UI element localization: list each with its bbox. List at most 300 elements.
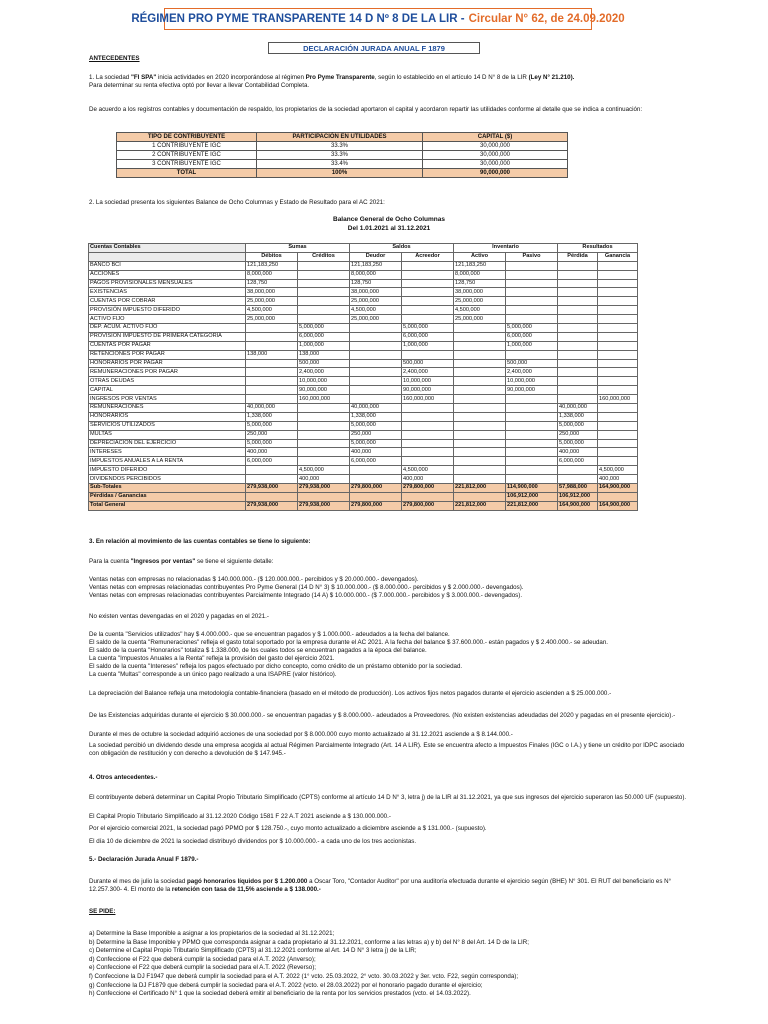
amount-cell [350, 395, 402, 404]
amount-cell: 25,000,000 [246, 297, 298, 306]
account-name-cell: INGRESOS POR VENTAS [89, 395, 246, 404]
amount-cell [402, 315, 454, 324]
amount-cell [506, 270, 558, 279]
amount-cell [598, 430, 638, 439]
balance-group-header: Inventario [454, 244, 558, 253]
list-item: h) Confeccione el Certificado N° 1 que la sociedad deberá emitir al beneficiario de la renta por los servicios prestados (vcto. el 14.03.2022). [89, 990, 471, 998]
amount-cell [506, 421, 558, 430]
amount-cell: 10,000,000 [298, 377, 350, 386]
amount-cell: 160,000,000 [598, 395, 638, 404]
amount-cell: 500,000 [402, 359, 454, 368]
amount-cell: 500,000 [298, 359, 350, 368]
amount-cell: 57,988,000 [558, 484, 598, 493]
amount-cell [558, 297, 598, 306]
account-name-cell: CAPITAL [89, 386, 246, 395]
table-cell: 3 CONTRIBUYENTE IGC [117, 160, 257, 169]
total-row [89, 501, 638, 510]
amount-cell [454, 377, 506, 386]
amount-cell [506, 475, 558, 484]
amount-cell: 38,000,000 [350, 288, 402, 297]
amount-cell: 250,000 [246, 430, 298, 439]
amount-cell [298, 412, 350, 421]
amount-cell [454, 324, 506, 333]
amount-cell [558, 324, 598, 333]
amount-cell [350, 359, 402, 368]
amount-cell [454, 359, 506, 368]
balance-title: Balance General de Ocho Columnas [333, 216, 445, 223]
amount-cell: 4,500,000 [298, 466, 350, 475]
amount-cell: 279,800,000 [350, 484, 402, 493]
account-name-cell: IMPUESTOS ANUALES A LA RENTA [89, 457, 246, 466]
amount-cell: 128,750 [246, 279, 298, 288]
amount-cell: 40,000,000 [350, 404, 402, 413]
account-name-cell: REMUNERACIONES POR PAGAR [89, 368, 246, 377]
amount-cell [506, 466, 558, 475]
section5-text: Durante el mes de julio la sociedad pagó honorarios líquidos por $ 1.200.000 a Oscar Toro, "Contador Auditor" por una auditoría efectuada durante el ejercicio según (BHE) N° 301. El RUT del beneficiario es N° 12.257.300- 4. El monto de la retención con tasa de 11,5% asciende a $ 138.000.- [89, 878, 672, 893]
amount-cell [246, 386, 298, 395]
amount-cell: 106,912,000 [558, 492, 598, 501]
table-row [89, 297, 638, 306]
amount-cell [298, 457, 350, 466]
antecedentes-heading: ANTECEDENTES [89, 55, 140, 62]
amount-cell [454, 439, 506, 448]
amount-cell [598, 332, 638, 341]
amount-cell: 279,800,000 [350, 501, 402, 510]
amount-cell [558, 395, 598, 404]
balance-body [89, 261, 638, 510]
amount-cell [506, 350, 558, 359]
amount-cell: 400,000 [350, 448, 402, 457]
amount-cell [402, 404, 454, 413]
account-name-cell: PAGOS PROVISIONALES MENSUALES [89, 279, 246, 288]
table-row [89, 430, 638, 439]
amount-cell [454, 332, 506, 341]
amount-cell: 400,000 [402, 475, 454, 484]
table-row [89, 412, 638, 421]
amount-cell [350, 386, 402, 395]
amount-cell [246, 341, 298, 350]
balance-group-header-row [89, 244, 638, 253]
balance-sub-header: Créditos [298, 252, 350, 261]
amount-cell: 400,000 [298, 475, 350, 484]
owners-col-header: PARTICIPACIÓN EN UTILIDADES [257, 133, 423, 142]
amount-cell: 4,500,000 [454, 306, 506, 315]
amount-cell [506, 297, 558, 306]
amount-cell: 38,000,000 [246, 288, 298, 297]
amount-cell [506, 279, 558, 288]
amount-cell: 128,750 [350, 279, 402, 288]
list-item: b) Determine la Base Imponible y PPMO que corresponda asignar a cada propietario al 31.12.2021, conforme a las letras a) y b) del N° 8 del Art. 14 D de la LIR; [89, 938, 529, 946]
dividendo-note: La sociedad percibió un dividendo desde una empresa acogida al actual Régimen Parcialmente Integrado (Art. 14 A LIR). Este se encuentra afecto a Impuestos Finales (IGC o I.A.) y tiene un crédito por IDPC asociado con obligación de restitución y con derecho a devolución de $ 147.945.- [89, 742, 685, 757]
amount-cell [402, 448, 454, 457]
balance-sub-header: Débitos [246, 252, 298, 261]
balance-sub-header: Pasivo [506, 252, 558, 261]
amount-cell [558, 270, 598, 279]
amount-cell: 6,000,000 [402, 332, 454, 341]
owners-col-header: TIPO DE CONTRIBUYENTE [117, 133, 257, 142]
table-cell: TOTAL [117, 169, 257, 178]
amount-cell: 164,900,000 [558, 501, 598, 510]
amount-cell [454, 404, 506, 413]
amount-cell: 5,000,000 [558, 421, 598, 430]
amount-cell [598, 492, 638, 501]
amount-cell: 8,000,000 [246, 270, 298, 279]
amount-cell [298, 439, 350, 448]
table-row [89, 306, 638, 315]
amount-cell [454, 395, 506, 404]
amount-cell [558, 386, 598, 395]
amount-cell [598, 315, 638, 324]
balance-table [88, 243, 638, 511]
account-name-cell: BANCO BCI [89, 261, 246, 270]
table-row [89, 475, 638, 484]
amount-cell [506, 448, 558, 457]
se-pide-list [89, 930, 689, 999]
amount-cell [558, 261, 598, 270]
amount-cell [350, 377, 402, 386]
table-cell: 30,000,000 [423, 151, 568, 160]
amount-cell: 40,000,000 [558, 404, 598, 413]
amount-cell: 1,000,000 [506, 341, 558, 350]
table-row [89, 279, 638, 288]
amount-cell: 1,338,000 [246, 412, 298, 421]
amount-cell: 164,900,000 [598, 501, 638, 510]
balance-sub-header: Deudor [350, 252, 402, 261]
amount-cell [298, 288, 350, 297]
amount-cell [558, 315, 598, 324]
account-name-cell: DEP. ACUM. ACTIVO FIJO [89, 324, 246, 333]
amount-cell [298, 297, 350, 306]
amount-cell [454, 457, 506, 466]
amount-cell [558, 306, 598, 315]
account-name-cell: DIVIDENDOS PERCIBIDOS [89, 475, 246, 484]
otros-2: El Capital Propio Tributario Simplificado al 31.12.2020 Código 1581 F 22 A.T 2021 asciende a $ 130.000.000.- [89, 813, 391, 820]
amount-cell [558, 368, 598, 377]
amount-cell: 90,000,000 [298, 386, 350, 395]
amount-cell [598, 368, 638, 377]
table-row [117, 151, 568, 160]
amount-cell: 4,500,000 [598, 466, 638, 475]
amount-cell [558, 475, 598, 484]
amount-cell [506, 288, 558, 297]
perdidas-row [89, 492, 638, 501]
amount-cell: 400,000 [558, 448, 598, 457]
amount-cell [506, 306, 558, 315]
table-row [89, 466, 638, 475]
table-row [89, 288, 638, 297]
table-cell: 90,000,000 [423, 169, 568, 178]
balance-period: Del 1.01.2021 al 31.12.2021 [347, 225, 431, 232]
table-row [89, 448, 638, 457]
table-row [89, 395, 638, 404]
balance-sub-header: Pérdida [558, 252, 598, 261]
amount-cell [506, 395, 558, 404]
amount-cell [454, 430, 506, 439]
amount-cell [298, 279, 350, 288]
amount-cell [402, 306, 454, 315]
amount-cell: 4,500,000 [402, 466, 454, 475]
balance-group-header: Sumas [246, 244, 350, 253]
amount-cell: 25,000,000 [350, 297, 402, 306]
table-cell: 33.4% [257, 160, 423, 169]
amount-cell [558, 377, 598, 386]
amount-cell [454, 350, 506, 359]
amount-cell: 40,000,000 [246, 404, 298, 413]
amount-cell: 90,000,000 [402, 386, 454, 395]
amount-cell [454, 421, 506, 430]
amount-cell: 5,000,000 [350, 421, 402, 430]
amount-cell: 6,000,000 [558, 457, 598, 466]
amount-cell [454, 475, 506, 484]
amount-cell [454, 368, 506, 377]
table-cell: 33.3% [257, 151, 423, 160]
otros-3: Por el ejercicio comercial 2021, la sociedad pagó PPMO por $ 128.750.-, cuyo monto actualizado a diciembre asciende a $ 131.000.- (supuesto). [89, 825, 487, 832]
depreciacion-note: La depreciación del Balance refleja una metodología contable-financiera (basado en el método de producción). Los activos fijos netos pagados durante el ejercicio ascienden a $ 25.000.000.- [89, 690, 612, 697]
amount-cell: 2,400,000 [506, 368, 558, 377]
amount-cell [298, 421, 350, 430]
amount-cell [598, 324, 638, 333]
amount-cell [350, 475, 402, 484]
account-name-cell: Sub-Totales [89, 484, 246, 493]
amount-cell: 5,000,000 [402, 324, 454, 333]
amount-cell [558, 288, 598, 297]
amount-cell [402, 439, 454, 448]
amount-cell [506, 430, 558, 439]
amount-cell [402, 270, 454, 279]
amount-cell: 10,000,000 [506, 377, 558, 386]
amount-cell: 5,000,000 [246, 421, 298, 430]
amount-cell: 250,000 [558, 430, 598, 439]
amount-cell [298, 404, 350, 413]
amount-cell: 121,183,250 [454, 261, 506, 270]
amount-cell: 400,000 [598, 475, 638, 484]
balance-sub-header: Activo [454, 252, 506, 261]
amount-cell: 38,000,000 [454, 288, 506, 297]
amount-cell [558, 466, 598, 475]
cuentas-notes: De la cuenta "Servicios utilizados" hay $ 4.000.000.- que se encuentran pagados y $ 1.000.000.- adeudados a la fecha del balance. El saldo de la cuenta "Remuneraciones" refleja el gasto total soportado por la empresa durante el AC 2021. A la fecha del balance $ 37.600.000.- están pagados y $ 2.400.000.- se adeudan. El saldo de la cuenta "Honorarios" totaliza $ 1.338.000, de los cuales todos se encuentran pagados a la época del balance. La cuenta "Impuestos Anuales a la Renta" refleja la provisión del gasto del ejercicio 2021. El saldo de la cuenta "Intereses" refleja los pagos efectuado por dicho concepto, como crédito de un préstamo obtenido por la sociedad. La cuenta "Multas" corresponde a un único pago realizado a una ISAPRE (valor histórico). [89, 631, 608, 678]
amount-cell [350, 332, 402, 341]
account-name-cell: RETENCIONES POR PAGAR [89, 350, 246, 359]
account-name-cell: SERVICIOS UTILIZADOS [89, 421, 246, 430]
account-name-cell: DEPRECIACIÓN DEL EJERCICIO [89, 439, 246, 448]
table-row [117, 160, 568, 169]
account-name-cell: ACCIONES [89, 270, 246, 279]
table-row [89, 270, 638, 279]
amount-cell [298, 261, 350, 270]
amount-cell [598, 306, 638, 315]
amount-cell [598, 448, 638, 457]
list-item: g) Confeccione la DJ F1879 que deberá cumplir la sociedad para el A.T. 2022 (vcto. el 28.03.2022) por el honorario pagado durante el ejercicio; [89, 981, 483, 989]
amount-cell [402, 421, 454, 430]
section4-heading: 4. Otros antecedentes.- [89, 774, 158, 781]
amount-cell [506, 261, 558, 270]
amount-cell [558, 350, 598, 359]
amount-cell [246, 324, 298, 333]
account-name-cell: OTRAS DEUDAS [89, 377, 246, 386]
amount-cell [402, 430, 454, 439]
amount-cell [402, 288, 454, 297]
amount-cell [350, 350, 402, 359]
amount-cell [558, 279, 598, 288]
amount-cell [598, 404, 638, 413]
amount-cell [506, 412, 558, 421]
amount-cell: 221,812,000 [454, 501, 506, 510]
amount-cell: 25,000,000 [246, 315, 298, 324]
amount-cell: 8,000,000 [454, 270, 506, 279]
table-row [89, 315, 638, 324]
amount-cell: 5,000,000 [246, 439, 298, 448]
amount-cell: 121,183,250 [246, 261, 298, 270]
amount-cell [454, 386, 506, 395]
subtotal-row [89, 484, 638, 493]
amount-cell: 25,000,000 [454, 315, 506, 324]
account-name-cell: HONORARIOS POR PAGAR [89, 359, 246, 368]
amount-cell: 25,000,000 [454, 297, 506, 306]
owners-table-header [117, 133, 568, 142]
amount-cell: 5,000,000 [350, 439, 402, 448]
amount-cell: 1,000,000 [402, 341, 454, 350]
amount-cell [298, 492, 350, 501]
amount-cell [298, 315, 350, 324]
table-row [89, 359, 638, 368]
table-row [89, 341, 638, 350]
amount-cell: 279,800,000 [402, 484, 454, 493]
no-ventas-note: No existen ventas devengadas en el 2020 y pagadas en el 2021.- [89, 613, 269, 620]
amount-cell [454, 448, 506, 457]
amount-cell: 221,812,000 [454, 484, 506, 493]
amount-cell: 279,938,000 [298, 484, 350, 493]
venta-line: Ventas netas con empresas relacionadas contribuyentes Pro Pyme General (14 D N° 3) $ 10.000.000.- ($ 8.000.000.- percibidos y $ 2.000.000.- devengados). [89, 584, 524, 591]
amount-cell [402, 350, 454, 359]
amount-cell [558, 341, 598, 350]
amount-cell: 6,000,000 [246, 457, 298, 466]
list-item: f) Confeccione la DJ F1947 que deberá cumplir la sociedad para el A.T. 2022 (1° vcto. 25.03.2022, 2° vcto. 30.03.2022 y 3er. vcto. F22, según corresponda); [89, 972, 519, 980]
table-cell: 2 CONTRIBUYENTE IGC [117, 151, 257, 160]
amount-cell [506, 404, 558, 413]
account-name-cell: EXISTENCIAS [89, 288, 246, 297]
account-name-cell: INTERESES [89, 448, 246, 457]
amount-cell: 500,000 [506, 359, 558, 368]
amount-cell [350, 324, 402, 333]
amount-cell [298, 306, 350, 315]
owners-col-header: CAPITAL ($) [423, 133, 568, 142]
amount-cell [350, 368, 402, 377]
amount-cell: 6,000,000 [506, 332, 558, 341]
amount-cell [298, 430, 350, 439]
document-subtitle: DECLARACIÓN JURADA ANUAL F 1879 [268, 42, 480, 54]
amount-cell: 221,812,000 [506, 501, 558, 510]
amount-cell [598, 412, 638, 421]
title-main: RÉGIMEN PRO PYME TRANSPARENTE 14 D Nº 8 DE LA LIR - [131, 13, 465, 25]
table-row [89, 261, 638, 270]
amount-cell [402, 412, 454, 421]
amount-cell [298, 270, 350, 279]
amount-cell: 128,750 [454, 279, 506, 288]
amount-cell: 5,000,000 [506, 324, 558, 333]
list-item: d) Confeccione el F22 que deberá cumplir la sociedad para el A.T. 2022 (Anverso); [89, 955, 316, 963]
owners-total-row [117, 169, 568, 178]
table-row [89, 421, 638, 430]
amount-cell [402, 261, 454, 270]
ventas-list [89, 576, 689, 600]
amount-cell [506, 439, 558, 448]
table-row [89, 404, 638, 413]
amount-cell [454, 492, 506, 501]
amount-cell: 6,000,000 [298, 332, 350, 341]
paragraph-1: 1. La sociedad "FI SPA" inicia actividades en 2020 incorporándose al régimen Pro Pyme Transparente, según lo establecido en el artículo 14 D N° 8 de la LIR (Ley N° 21.210). Para determinar su renta efectiva optó por llevar a llevar Contabilidad Completa. [89, 74, 575, 89]
list-item: e) Confeccione el F22 que deberá cumplir la sociedad para el A.T. 2022 (Reverso); [89, 964, 316, 972]
amount-cell [558, 359, 598, 368]
table-row [89, 350, 638, 359]
table-row [89, 324, 638, 333]
amount-cell [246, 475, 298, 484]
amount-cell [246, 359, 298, 368]
amount-cell [598, 439, 638, 448]
amount-cell [350, 466, 402, 475]
table-cell: 30,000,000 [423, 160, 568, 169]
amount-cell [454, 466, 506, 475]
acciones-note: Durante el mes de octubre la sociedad adquirió acciones de una sociedad por $ 8.000.000 cuyo monto actualizado al 31.12.2021 asciende a $ 8.144.000.- [89, 731, 513, 738]
amount-cell [598, 350, 638, 359]
amount-cell: 8,000,000 [350, 270, 402, 279]
amount-cell: 160,000,000 [298, 395, 350, 404]
balance-intro: 2. La sociedad presenta los siguientes Balance de Ocho Columnas y Estado de Resultado para el AC 2021: [89, 199, 385, 206]
amount-cell [598, 457, 638, 466]
amount-cell: 138,000 [246, 350, 298, 359]
amount-cell [598, 421, 638, 430]
balance-sub-header: Acreedor [402, 252, 454, 261]
amount-cell: 10,000,000 [402, 377, 454, 386]
amount-cell [598, 377, 638, 386]
amount-cell: 279,938,000 [298, 501, 350, 510]
amount-cell [598, 297, 638, 306]
account-name-cell: PROVISIÓN IMPUESTO DIFERIDO [89, 306, 246, 315]
table-cell: 33.3% [257, 142, 423, 151]
amount-cell [402, 279, 454, 288]
table-row [89, 332, 638, 341]
amount-cell: 279,938,000 [246, 484, 298, 493]
amount-cell [598, 288, 638, 297]
amount-cell: 279,800,000 [402, 501, 454, 510]
balance-sub-header-blank [89, 252, 246, 261]
amount-cell: 25,000,000 [350, 315, 402, 324]
venta-line: Ventas netas con empresas no relacionadas $ 140.000.000.- ($ 120.000.000.- percibidos y $ 20.000.000.- devengados). [89, 576, 419, 583]
owners-table [116, 132, 568, 178]
table-row [89, 439, 638, 448]
amount-cell [298, 448, 350, 457]
amount-cell: 114,900,000 [506, 484, 558, 493]
amount-cell [402, 492, 454, 501]
amount-cell [598, 279, 638, 288]
amount-cell [506, 315, 558, 324]
amount-cell: 138,000 [298, 350, 350, 359]
account-name-cell: HONORARIOS [89, 412, 246, 421]
amount-cell: 4,500,000 [246, 306, 298, 315]
amount-cell [402, 457, 454, 466]
amount-cell: 250,000 [350, 430, 402, 439]
account-name-cell: Total General [89, 501, 246, 510]
existencias-note: De las Existencias adquiridas durante el ejercicio $ 30.000.000.- se encuentran pagadas y $ 8.000.000.- adeudados a Proveedores. (No existen existencias adeudadas del 2020 y pagadas en el presente ejercicio).- [89, 712, 676, 719]
account-name-cell: MULTAS [89, 430, 246, 439]
table-row [117, 142, 568, 151]
account-name-cell: IMPUESTO DIFERIDO [89, 466, 246, 475]
amount-cell [506, 457, 558, 466]
table-row [89, 368, 638, 377]
amount-cell [350, 341, 402, 350]
amount-cell [454, 412, 506, 421]
amount-cell: 4,500,000 [350, 306, 402, 315]
amount-cell [598, 341, 638, 350]
